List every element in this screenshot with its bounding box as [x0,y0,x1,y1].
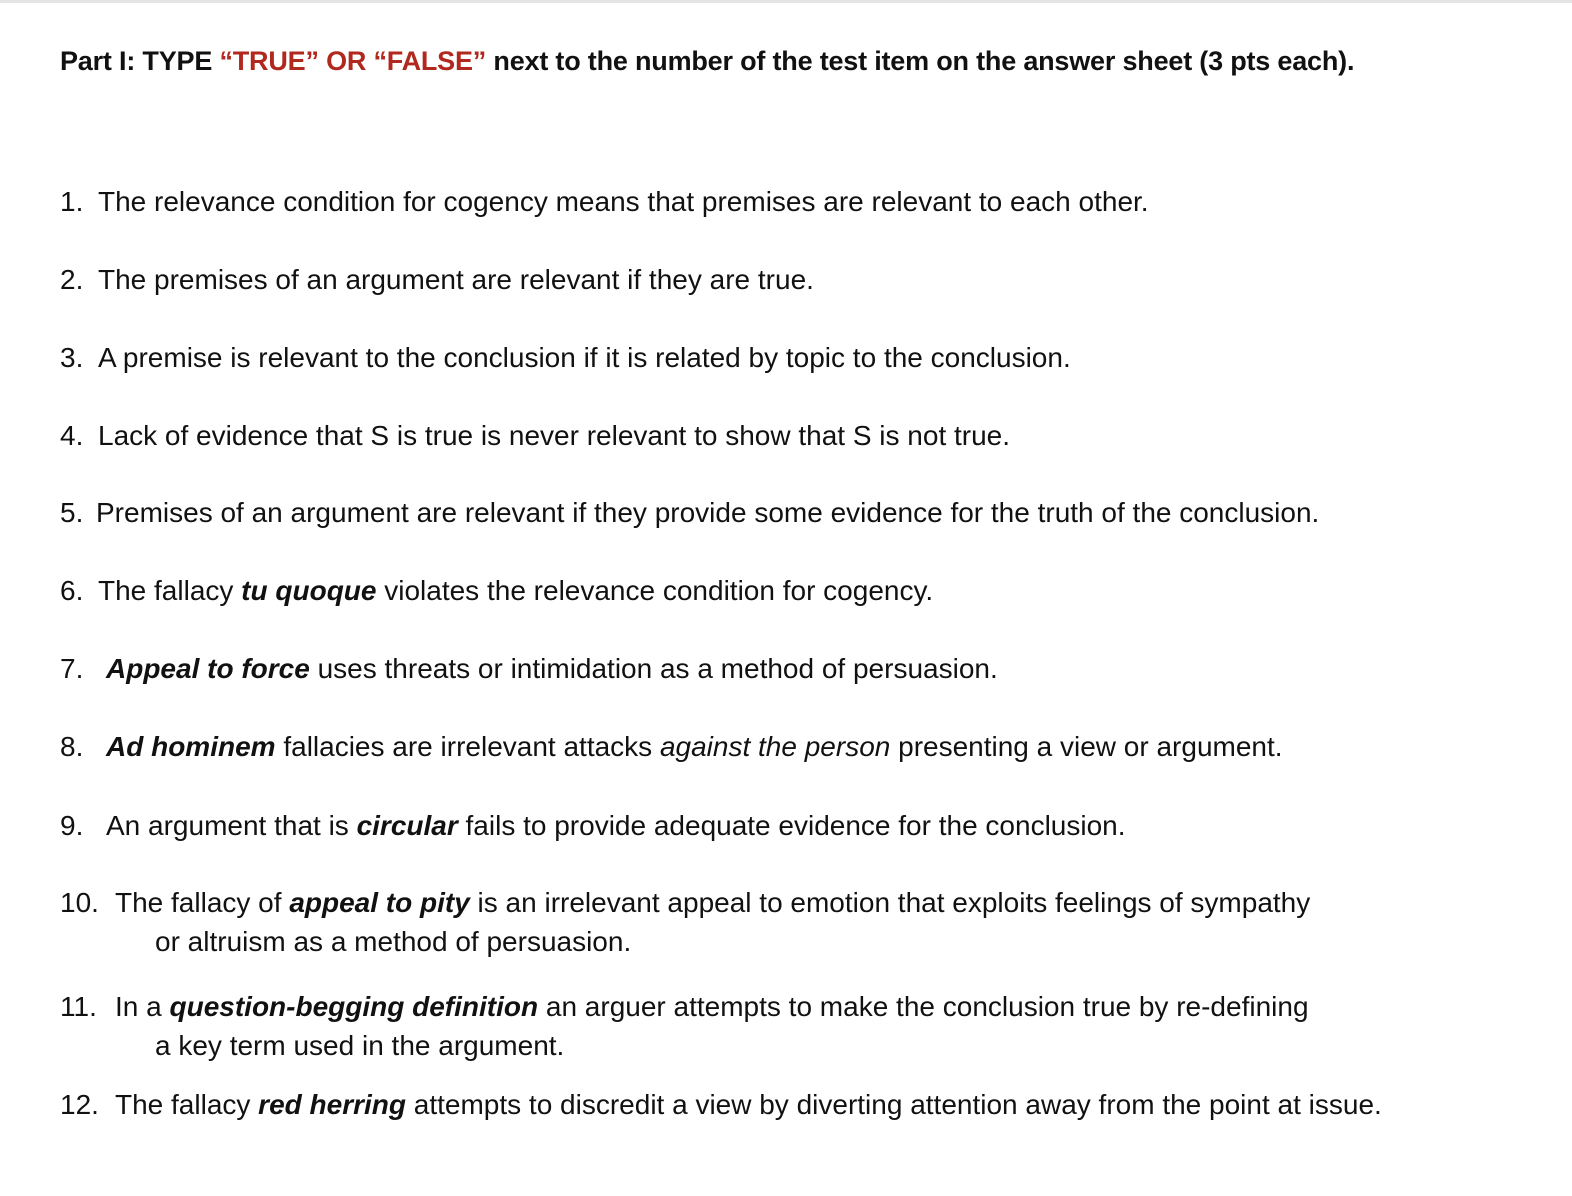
question-continuation: or altruism as a method of persuasion. [155,926,632,957]
emphasized-phrase: against the person [659,731,891,762]
question-text-pre: In a [115,991,170,1022]
or-keyword: OR [318,46,374,76]
question-text: The relevance condition for cogency means that premises are relevant to each other. [98,186,1149,217]
question-6 [60,571,933,610]
question-text-post: violates the relevance condition for cogency. [376,575,934,606]
fallacy-term: red herring [258,1089,406,1120]
question-text: A premise is relevant to the conclusion if it is related by topic to the conclusion. [98,342,1071,373]
fallacy-term: Ad hominem [106,731,276,762]
instructions-prefix: Part I: TYPE [60,46,220,76]
question-number: 10. [60,887,99,918]
question-number: 11. [60,991,97,1022]
false-keyword: “FALSE” [373,46,487,76]
question-3 [60,338,1071,377]
question-text-post: is an irrelevant appeal to emotion that exploits feelings of sympathy [469,887,1311,918]
question-5 [60,493,1319,532]
question-number: 3. [60,342,84,373]
question-number: 4. [60,420,84,451]
question-9 [60,806,1126,845]
question-text-pre: The fallacy of [115,887,290,918]
instructions-suffix: next to the number of the test item on the answer sheet (3 pts each). [486,46,1355,76]
question-number: 7. [60,653,84,684]
question-number: 8. [60,731,84,762]
question-7 [60,649,998,688]
question-number: 5. [60,497,84,528]
question-number: 1. [60,186,84,217]
question-4 [60,416,1010,455]
question-11 [60,987,1309,1065]
question-text-post: presenting a view or argument. [890,731,1283,762]
fallacy-term: Appeal to force [106,653,310,684]
question-number: 6. [60,575,84,606]
question-text-pre: The fallacy [98,575,242,606]
question-text-post: uses threats or intimidation as a method of persuasion. [309,653,998,684]
true-keyword: “TRUE” [219,46,319,76]
question-continuation: a key term used in the argument. [155,1030,565,1061]
question-number: 9. [60,810,84,841]
question-text: Lack of evidence that S is true is never relevant to show that S is not true. [98,420,1011,451]
question-1 [60,182,1149,221]
question-12 [60,1085,1382,1124]
question-text-post: fails to provide adequate evidence for the conclusion. [457,810,1126,841]
question-text: Premises of an argument are relevant if they provide some evidence for the truth of the conclusion. [96,497,1320,528]
fallacy-term: question-begging definition [169,991,539,1022]
fallacy-term: circular [356,810,458,841]
question-10 [60,883,1310,961]
question-text-post: attempts to discredit a view by diverting attention away from the point at issue. [405,1089,1382,1120]
question-text-pre: The fallacy [115,1089,259,1120]
question-number: 12. [60,1089,99,1120]
question-text-post: an arguer attempts to make the conclusion true by re-defining [538,991,1309,1022]
part-one-instructions [60,46,1354,77]
page-top-edge [0,0,1572,3]
fallacy-term: appeal to pity [289,887,470,918]
question-text-pre: An argument that is [106,810,357,841]
fallacy-term: tu quoque [241,575,377,606]
question-2 [60,260,814,299]
question-text-mid: fallacies are irrelevant attacks [275,731,660,762]
question-text: The premises of an argument are relevant if they are true. [98,264,814,295]
question-number: 2. [60,264,84,295]
question-8 [60,727,1283,766]
